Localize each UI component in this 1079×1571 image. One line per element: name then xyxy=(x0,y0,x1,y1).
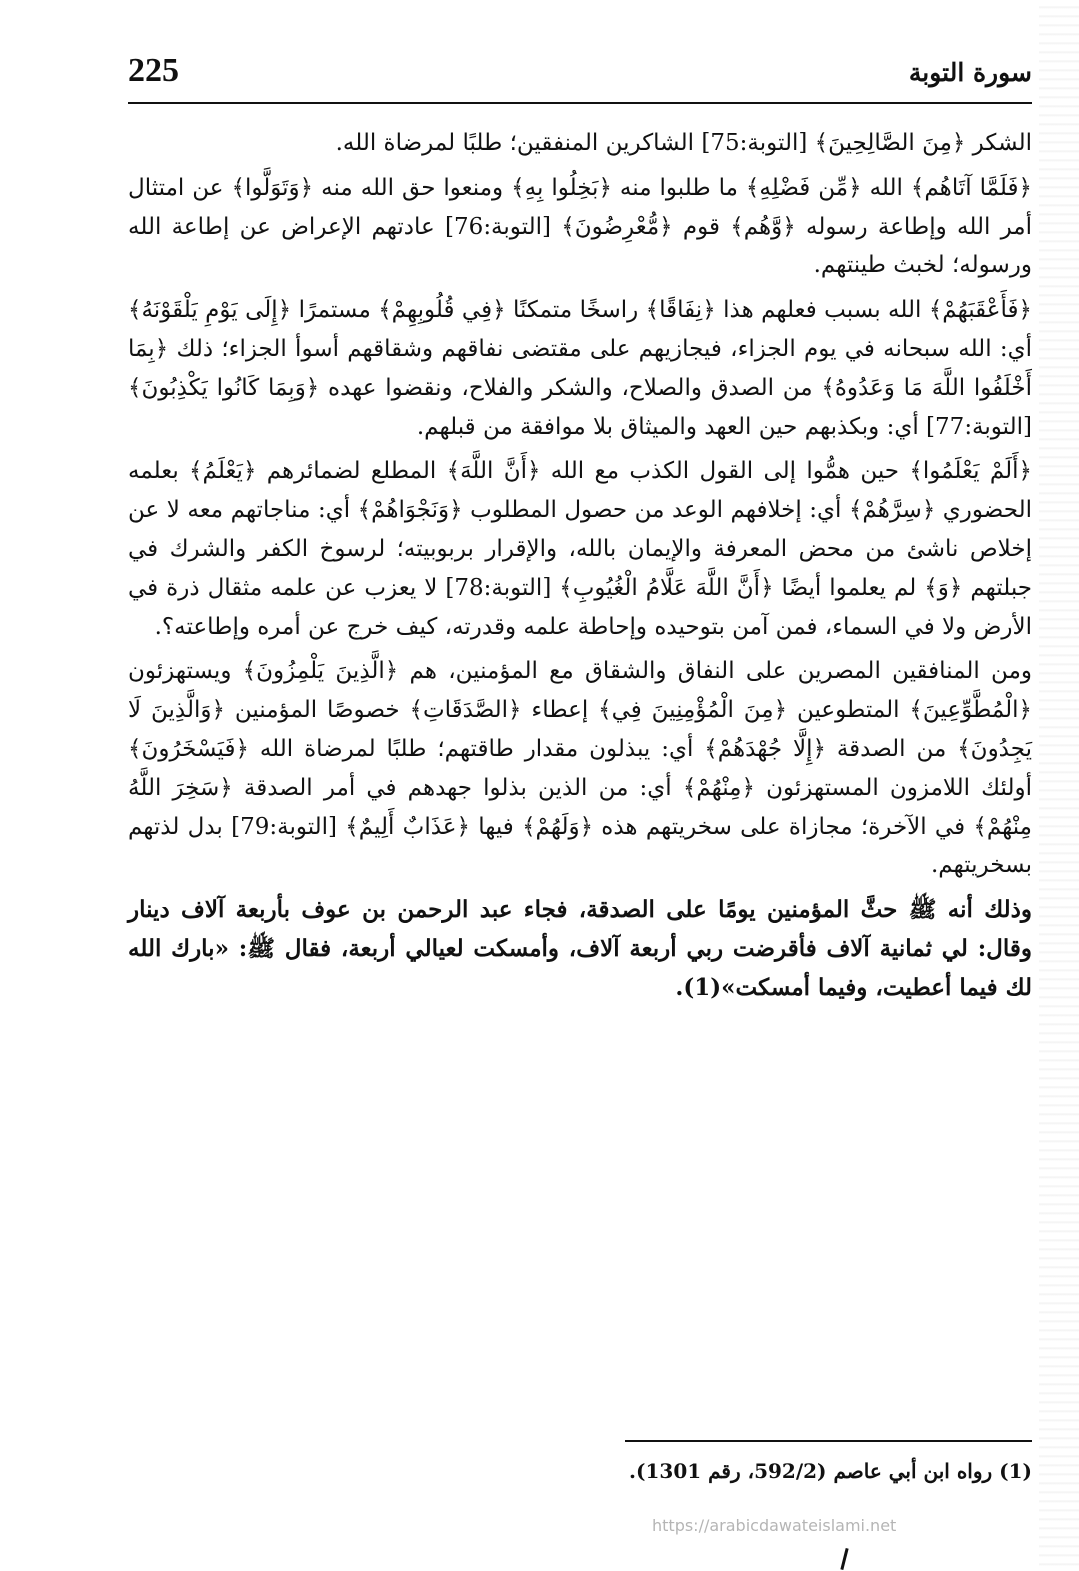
paragraph: وذلك أنه ﷺ حثَّ المؤمنين يومًا على الصدقة، فجاء عبد الرحمن بن عوف بأربعة آلاف دينار وقال: لي ثمانية آلاف فأقرضت ربي أربعة آلاف، وأمسكت لعيالي أربعة، فقال ﷺ: «بارك الله لك فيما أعطيت، وفيما أمسكت»(1). xyxy=(128,896,1032,1001)
main-text xyxy=(128,124,1032,1008)
paragraph: الشكر ﴿مِنَ الصَّالِحِينَ﴾ [التوبة:75] الشاكرين المنفقين؛ طلبًا لمرضاة الله. xyxy=(335,130,1032,156)
scan-mark xyxy=(840,1548,848,1570)
running-title: سورة التوبة xyxy=(908,58,1032,87)
paragraph: ﴿فَلَمَّا آتَاهُم﴾ الله ﴿مِّن فَضْلِهِ﴾ ما طلبوا منه ﴿بَخِلُوا بِهِ﴾ ومنعوا حق الله منه ﴿وَتَوَلَّوا﴾ عن امتثال أمر الله وإطاعة رسوله ﴿وَّهُم﴾ قوم ﴿مُّعْرِضُونَ﴾ [التوبة:76] عادتهم الإعراض عن إطاعة الله ورسوله؛ لخبث طينتهم. xyxy=(128,174,1033,279)
page-header xyxy=(128,50,1032,104)
footnote-separator xyxy=(625,1440,1032,1442)
paragraph: ﴿فَأَعْقَبَهُمْ﴾ الله بسبب فعلهم هذا ﴿نِفَاقًا﴾ راسخًا متمكنًا ﴿فِي قُلُوبِهِمْ﴾ مستمرًا ﴿إِلَى يَوْمِ يَلْقَوْنَهُ﴾ أي: الله سبحانه في يوم الجزاء، فيجازيهم على مقتضى نفاقهم وشقاقهم أسوأ الجزاء؛ ذلك ﴿بِمَا أَخْلَفُوا اللَّهَ مَا وَعَدُوهُ﴾ من الصدق والصلاح، والشكر والفلاح، ونقضوا عهده ﴿وَبِمَا كَانُوا يَكْذِبُونَ﴾ [التوبة:77] أي: وبكذبهم حين العهد والميثاق بلا موافقة من قبلهم. xyxy=(128,297,1032,440)
paragraph: ومن المنافقين المصرين على النفاق والشقاق مع المؤمنين، هم ﴿الَّذِينَ يَلْمِزُونَ﴾ ويستهزئون ﴿الْمُطَّوِّعِينَ﴾ المتطوعين ﴿مِنَ الْمُؤْمِنِينَ فِي﴾ إعطاء ﴿الصَّدَقَاتِ﴾ خصوصًا المؤمنين ﴿وَالَّذِينَ لَا يَجِدُونَ﴾ من الصدقة ﴿إِلَّا جُهْدَهُمْ﴾ أي: يبذلون مقدار طاقتهم؛ طلبًا لمرضاة الله ﴿فَيَسْخَرُونَ﴾ أولئك اللامزون المستهزئون ﴿مِنْهُمْ﴾ أي: من الذين بذلوا جهدهم في أمر الصدقة ﴿سَخِرَ اللَّهُ مِنْهُمْ﴾ في الآخرة؛ مجازاة على سخريتهم هذه ﴿وَلَهُمْ﴾ فيها ﴿عَذَابٌ أَلِيمٌ﴾ [التوبة:79] بدل لذتهم بسخريتهم. xyxy=(128,658,1033,879)
paragraph: ﴿أَلَمْ يَعْلَمُوا﴾ حين همُّوا إلى القول الكذب مع الله ﴿أَنَّ اللَّهَ﴾ المطلع لضمائرهم ﴿يَعْلَمُ﴾ بعلمه الحضوري ﴿سِرَّهُمْ﴾ أي: إخلافهم الوعد من حصول المطلوب ﴿وَنَجْوَاهُمْ﴾ أي: مناجاتهم معه لا عن إخلاص ناشئ من محض المعرفة والإيمان بالله، والإقرار بربوبيته؛ لرسوخ الكفر والشرك في جبلتهم ﴿وَ﴾ لم يعلموا أيضًا ﴿أَنَّ اللَّهَ عَلَّامُ الْغُيُوبِ﴾ [التوبة:78] لا يعزب عن علمه مثقال ذرة في الأرض ولا في السماء، فمن آمن بتوحيده وإحاطة علمه وقدرته، كيف خرج عن أمره وإطاعته؟. xyxy=(128,458,1032,640)
scan-edge xyxy=(1039,0,1079,1571)
watermark-url: https://arabicdawateislami.net xyxy=(652,1516,897,1535)
footnote: (1) رواه ابن أبي عاصم (592/2، رقم 1301). xyxy=(629,1459,1032,1483)
page-number: 225 xyxy=(128,52,179,89)
